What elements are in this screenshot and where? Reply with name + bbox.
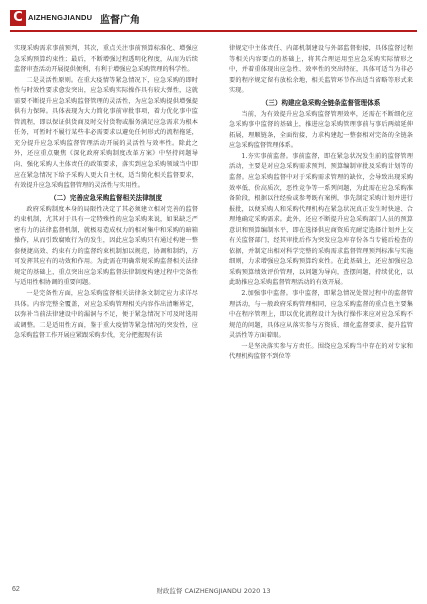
paragraph: 律规定中主体责任、内部机制建设与外部监督衔接，具体监督过程等相关内容要点的基础上，将其合理运用至应急采购实际情形之中，并着重体现出应急性、效率性的突出特征，具体可适当为非必要的程序规定留有放松余地，相关监管环节作出适当省略等形式来实现。	[229, 45, 413, 95]
section-title: 监督广角	[100, 15, 140, 26]
subsection-heading: （三）构建应急采购全链条监督管理体系	[261, 98, 381, 107]
paragraph: 二是灵活性原则。在重大疫情等紧急情况下，应急采购的即时性与时效性要求愈发突出，应急采购实际操作具有较大弹性，这就需要不断提升应急采购监督管理的灵活性，为应急采购提供增强提供有力保障。具体表现为大力简化事前审批事项，着力优化事中监管流程，即以保证供货商及时交付货物或服务满足应急需求为根本任务，可暂时不履行某些非必需要求以避免任何形式的流程拖延，充分提升应急采购监督管理活动开展的灵活性与效率性。除此之外，还应重点聚焦《深化政府采购制度改革方案》中坚持问题导向、强化采购人主体责任的政策要求，落实到应急采购领域当中即应在紧急情况下给予采购人更大自主权，适当简化相关监督要求，有效提升应急采购监督管理的灵活性与实用性。	[14, 76, 198, 190]
paragraph: 政府采购制度本身的局限性决定了其必须建立相对完善的监督约束机制，尤其对于具有一定特殊性的应急采购来说，如果缺乏严密有力的法律监督机制，就极易造成权力的相对集中和采购的暗箱操作，从而引致腐败行为的发生，因此应急采购只有通过构建一整套便捷高效、约束有力的监督约束机制加以规范，协调和制约，方可发挥其应有的功效和作用。为此需在明确常规采购监督相关法律规定的基础上，重点突出应急采购监督法律制度构建过程中完备性与适用性相协调的重要问题。	[14, 205, 198, 287]
journal-issue: 财政监督 CAIZHENGJIANDU 2020 13	[156, 587, 271, 595]
paragraph: 1.夯实事前监督。事前监督，即在紧急状况发生前的监督管理活动，主要是对应急采购需求预判、预算编制审批及采购计划等的监督。应急采购监督中对于采购需求管理的缺位，会导致出现采购效率低、价高质次，恶性竞争等一系列问题，为此需在应急采购准备阶段，根据以往经验或参考既有案例，事先制定采购计划并进行报批，以便采购人和采购代理机构在紧急状况真正发生时快速、合理地确定采购需求。此外，还应不断提升应急采购部门人员的预算意识和预算编制水平，即在选择供应商资质充耐定选择计划并上交有关监督部门，经其审批后作为突发应急库存份各当专能后检查的依据，并制定出相对科学完整的采购需求监督管理预判标准与实施细则，力求增强应急采购预算约束性。在此基础上，还应加强应急采购预算绩效评价管理，以问题为导向，查摆问题，持续优化，以此助推应急采购监督管理活动的有效开展。	[229, 152, 413, 287]
page-footer	[0, 580, 427, 604]
magazine-logo-mark: C	[10, 10, 26, 26]
paragraph: 一是坚决落实参与方责任。围绕应急采购当中存在的对专家和代理机构监督不到位等	[229, 342, 413, 361]
paragraph: 一是完备性方面，应急采购监督相关法律条文制定应力求详尽具体。内容完整全覆盖，对应急采购管理相关内容作出清晰界定，以弥补当前法律建设中的漏洞与不足，便于紧急情况下可及时选用或调整。二是适用性方面，鉴于重大疫情等紧急情况的突发性，应急采购监督工作开展应紧跟采购步伐，充分把握现有法	[14, 290, 198, 340]
page-header	[0, 0, 427, 42]
magazine-logo-text: AIZHENGJIANDU	[28, 13, 93, 22]
header-divider	[10, 30, 417, 32]
right-column	[229, 44, 413, 363]
subsection-heading: （二）完善应急采购监督相关法律制度	[49, 193, 163, 202]
paragraph: 实现采购需求事前预判，其次，重点关注事前预算标准化、增强应急采购预算约束性；最后，不断增强过程透明化程度，从而为后续监督审查活动开展提供便利，有利于增强应急采购管理的科学性。	[14, 45, 198, 74]
left-column	[14, 44, 198, 342]
paragraph: 2.加强事中监督。事中监督，即紧急情况处置过程中的监督管理活动，与一般政府采购管理相同，应急采购监督的重点也主要集中在程序管理上，即以优化流程设计为执行操作来应对应急采购不规范的问题，具体应从落实参与方资质、细化监督要求、提升监管灵活性等方面着眼。	[229, 290, 413, 340]
paragraph: 当前，为有效提升应急采购监督管理效率，还需在不断细化应急采购事中监督的基础上，推进应急采购管理事前与事后两端延伸拓展，理顺链条，全面衔接，力求构建起一整套相对完备的全链条应急采购监督管理体系。	[229, 110, 413, 150]
page-number: 62	[12, 586, 20, 593]
